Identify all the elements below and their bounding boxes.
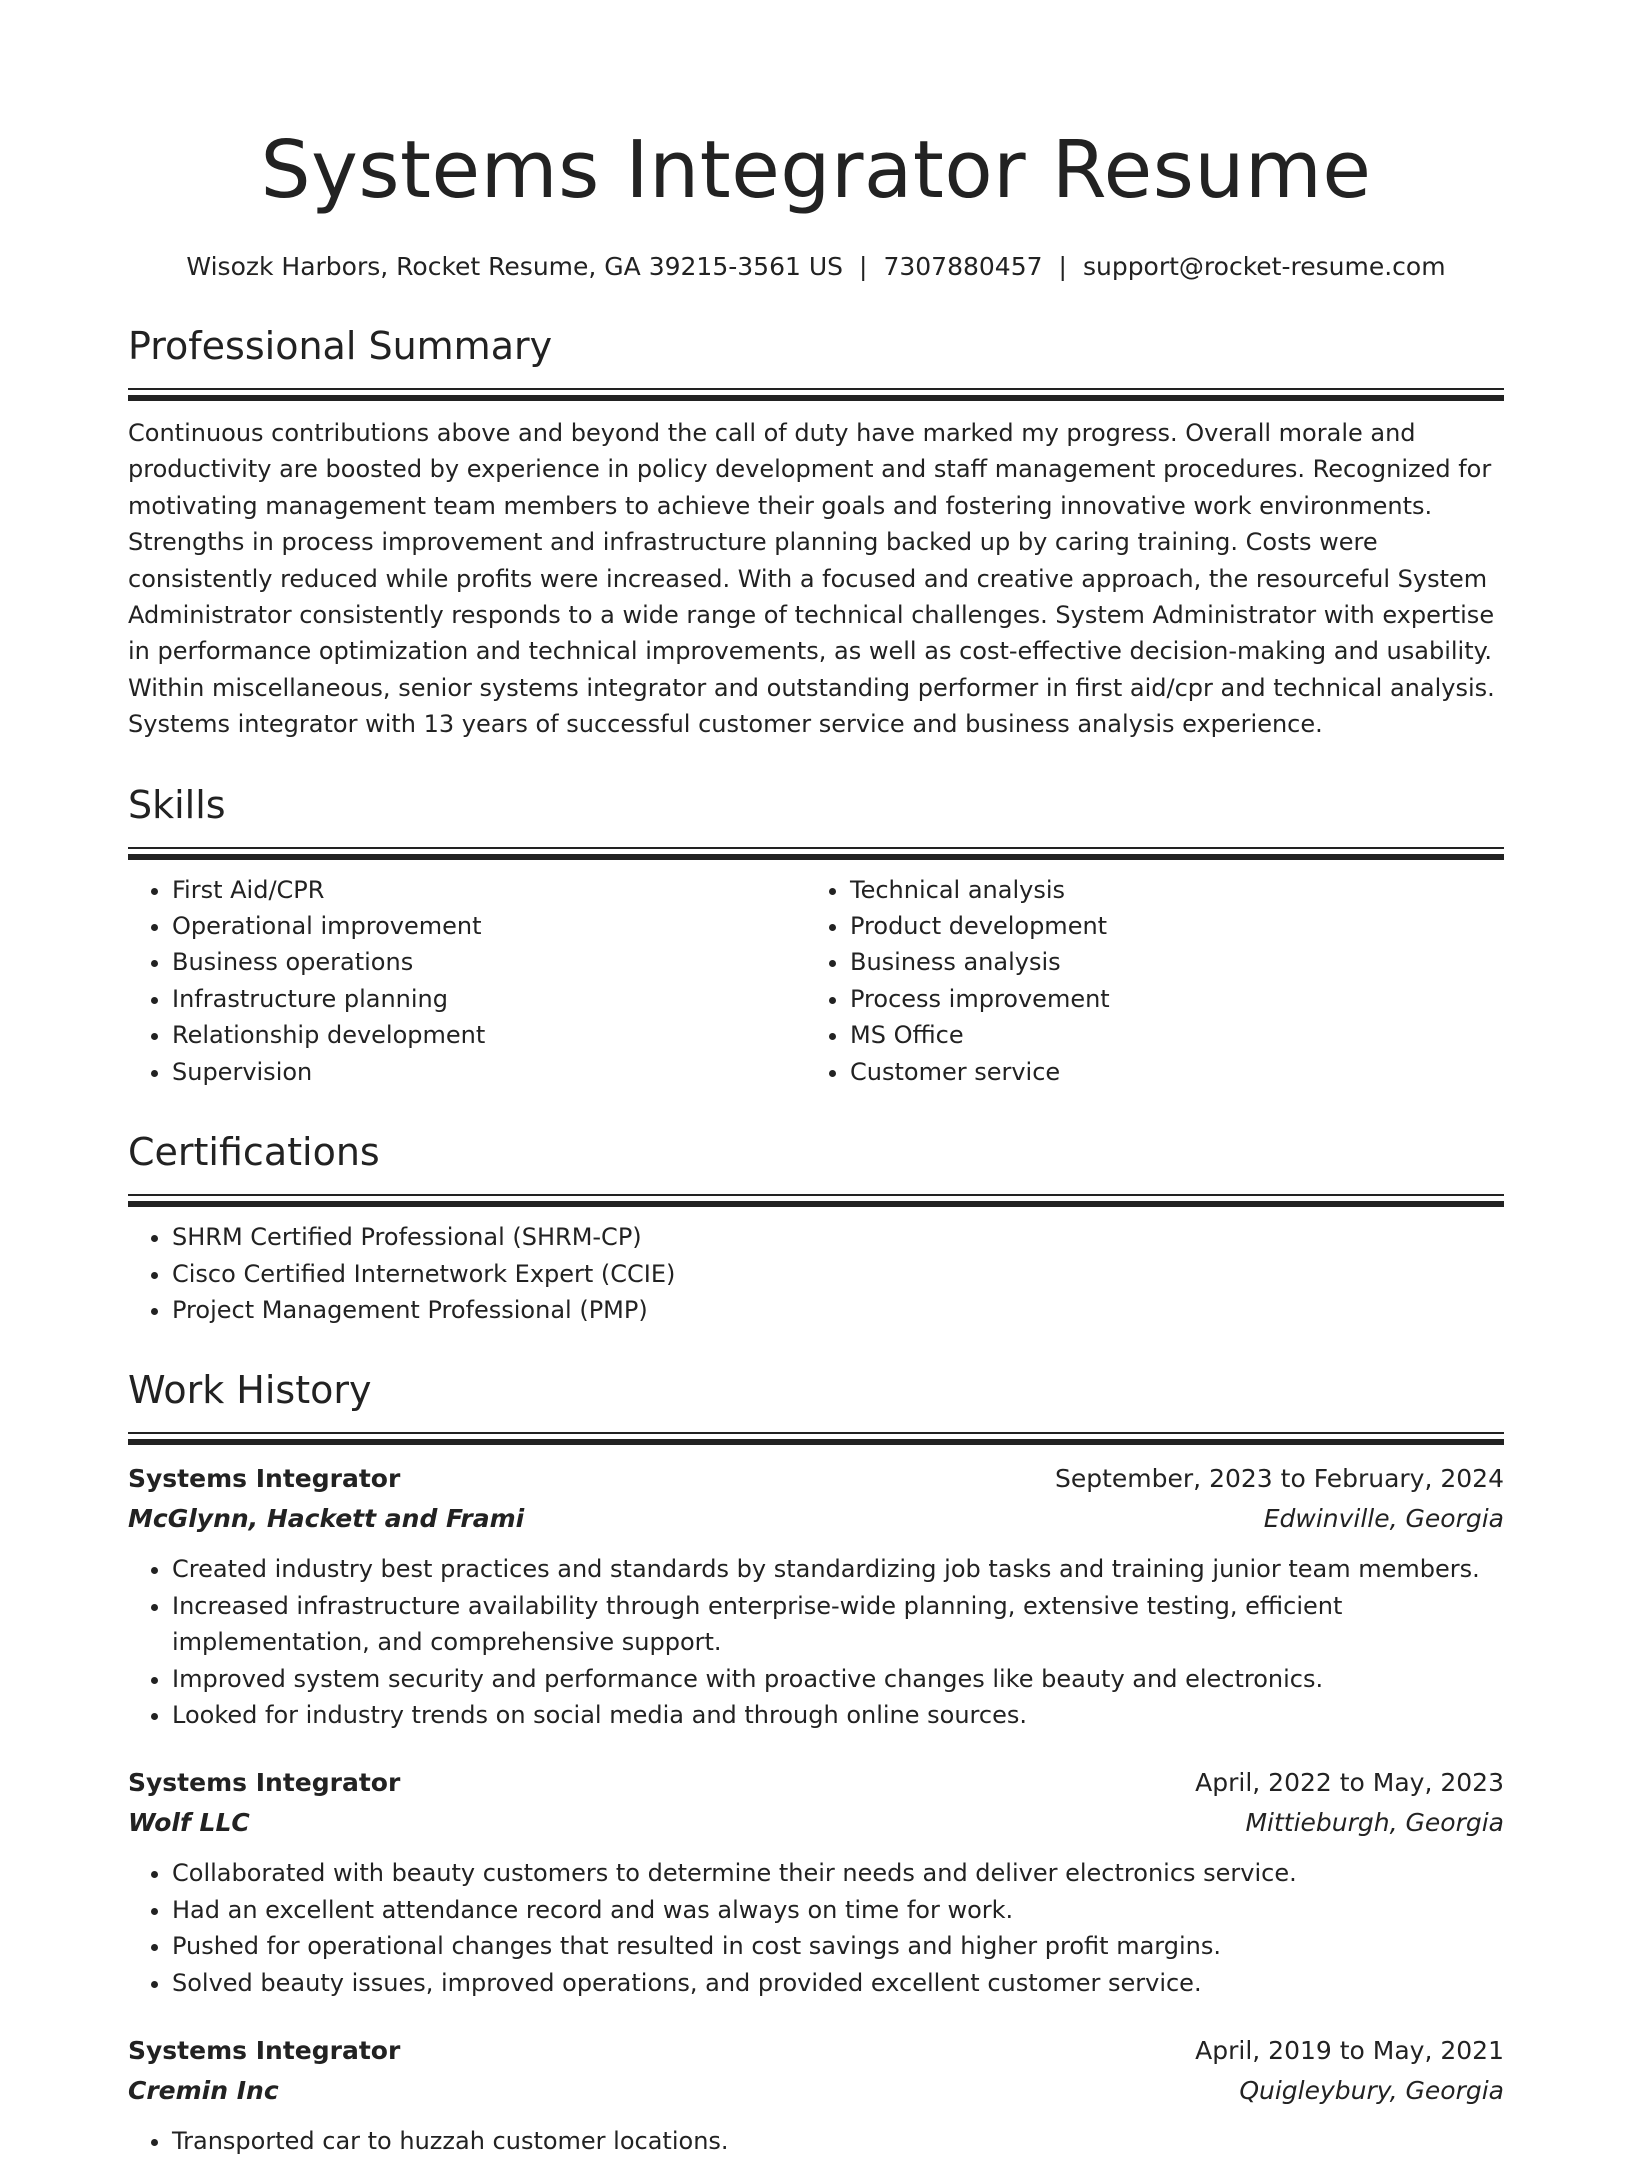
- work-history-section: [128, 1366, 1504, 2159]
- section-divider: [128, 1432, 1504, 1445]
- skills-grid: [128, 872, 1504, 1090]
- job-bullets: [128, 1551, 1504, 1733]
- work-history-heading: Work History: [128, 1368, 372, 1413]
- job-bullet: • Solved beauty issues, improved operations, and provided excellent customer service.: [172, 1965, 1504, 2001]
- certification-item: • Project Management Professional (PMP): [172, 1292, 1504, 1328]
- summary-section: [128, 322, 1504, 743]
- job-header-row: [128, 1459, 1504, 1499]
- skill-item: • MS Office: [850, 1017, 1484, 1053]
- skill-item: • Product development: [850, 908, 1484, 944]
- job-company-row: [128, 1499, 1504, 1539]
- section-divider: [128, 847, 1504, 860]
- skills-heading: Skills: [128, 782, 226, 827]
- skill-item: • First Aid/CPR: [172, 872, 806, 908]
- skills-list-left: [128, 872, 806, 1090]
- skill-item: • Infrastructure planning: [172, 981, 806, 1017]
- skill-item: • Business operations: [172, 944, 806, 980]
- skill-item: • Technical analysis: [850, 872, 1484, 908]
- job-bullet: • Pushed for operational changes that resulted in cost savings and higher profit margins.: [172, 1928, 1504, 1964]
- summary-heading: Professional Summary: [128, 324, 553, 368]
- skill-item: • Customer service: [850, 1054, 1484, 1090]
- certification-item: • Cisco Certified Internetwork Expert (CCIE): [172, 1256, 1504, 1292]
- job-company: McGlynn, Hackett and Frami: [128, 1504, 525, 1534]
- contact-separator: |: [1058, 252, 1067, 281]
- job-company-row: [128, 1803, 1504, 1843]
- job-company: Cremin Inc: [128, 2075, 279, 2105]
- contact-separator: |: [859, 252, 868, 281]
- job-entry: [128, 2031, 1504, 2159]
- job-dates: April, 2022 to May, 2023: [1195, 1768, 1504, 1798]
- skill-item: • Operational improvement: [172, 908, 806, 944]
- job-role: Systems Integrator: [128, 2035, 401, 2065]
- certifications-section: [128, 1128, 1504, 1328]
- contact-phone: 7307880457: [883, 252, 1043, 281]
- job-location: Quigleybury, Georgia: [1239, 2075, 1504, 2105]
- job-header-row: [128, 1763, 1504, 1803]
- job-company-row: [128, 2071, 1504, 2111]
- job-dates: September, 2023 to February, 2024: [1055, 1464, 1504, 1494]
- section-divider: [128, 1194, 1504, 1207]
- skill-item: • Process improvement: [850, 981, 1484, 1017]
- skill-item: • Business analysis: [850, 944, 1484, 980]
- job-role: Systems Integrator: [128, 1464, 401, 1494]
- job-bullet: • Transported car to huzzah customer locations.: [172, 2123, 1504, 2159]
- job-location: Edwinville, Georgia: [1263, 1504, 1504, 1534]
- contact-line: [128, 250, 1504, 284]
- page-title: Systems Integrator Resume: [260, 124, 1372, 216]
- job-company: Wolf LLC: [128, 1808, 250, 1838]
- job-bullets: [128, 1855, 1504, 2001]
- job-bullet: • Improved system security and performance with proactive changes like beauty and electronics.: [172, 1661, 1504, 1697]
- contact-email: support@rocket-resume.com: [1082, 252, 1446, 281]
- job-bullet: • Created industry best practices and standards by standardizing job tasks and training junior team members.: [172, 1551, 1504, 1587]
- job-bullets: [128, 2123, 1504, 2159]
- skill-item: • Relationship development: [172, 1017, 806, 1053]
- contact-address: Wisozk Harbors, Rocket Resume, GA 39215-3561 US: [186, 252, 844, 281]
- job-bullet: • Looked for industry trends on social media and through online sources.: [172, 1697, 1504, 1733]
- skills-section: [128, 781, 1504, 1090]
- job-header-row: [128, 2031, 1504, 2071]
- skill-item: • Supervision: [172, 1054, 806, 1090]
- certifications-list: [128, 1219, 1504, 1328]
- section-divider: [128, 388, 1504, 401]
- job-role: Systems Integrator: [128, 1768, 401, 1798]
- job-bullet: • Increased infrastructure availability through enterprise-wide planning, extensive testing, efficient implementation, and comprehensive support.: [172, 1588, 1504, 1661]
- skills-list-right: [806, 872, 1484, 1090]
- job-dates: April, 2019 to May, 2021: [1195, 2035, 1504, 2065]
- job-bullet: • Collaborated with beauty customers to determine their needs and deliver electronics service.: [172, 1855, 1504, 1891]
- job-entry: [128, 1459, 1504, 1733]
- summary-text: Continuous contributions above and beyond the call of duty have marked my progress. Overall morale and productivity are boosted by experience in policy development and staff management procedures. Recognized for motivating management team members to achieve their goals and fostering innovative work environments. Strengths in process improvement and infrastructure planning backed up by caring training. Costs were consistently reduced while profits were increased. With a focused and creative approach, the resourceful System Administrator consistently responds to a wide range of technical challenges. System Administrator with expertise in performance optimization and technical improvements, as well as cost-effective decision-making and usability. Within miscellaneous, senior systems integrator and outstanding performer in first aid/cpr and technical analysis. Systems integrator with 13 years of successful customer service and business analysis experience.: [128, 419, 1495, 739]
- job-bullet: • Had an excellent attendance record and was always on time for work.: [172, 1892, 1504, 1928]
- job-entry: [128, 1763, 1504, 2001]
- certification-item: • SHRM Certified Professional (SHRM-CP): [172, 1219, 1504, 1255]
- certifications-heading: Certifications: [128, 1130, 380, 1175]
- job-location: Mittieburgh, Georgia: [1245, 1808, 1504, 1838]
